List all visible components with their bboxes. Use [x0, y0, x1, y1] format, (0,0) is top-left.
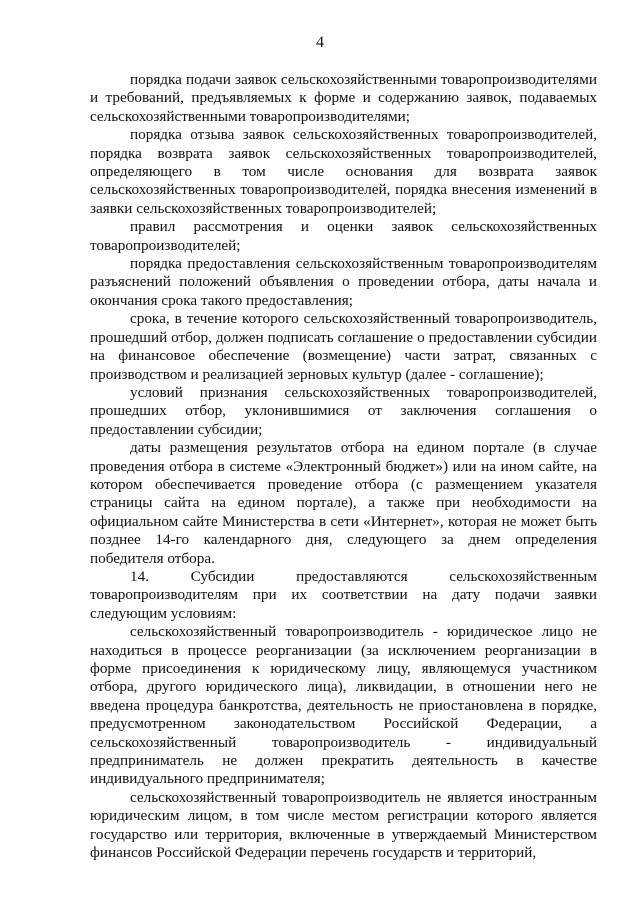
paragraph-evasion-conditions: условий признания сельскохозяйственных товаропроизводителей, прошедших отбор, уклонившимися от заключения соглашения о предоставлении субсидии; [90, 383, 597, 438]
paragraph-application-submission-order: порядка подачи заявок сельскохозяйственными товаропроизводителями и требований, предъявляемых к форме и содержанию заявок, подаваемых сельскохозяйственными товаропроизводителями; [90, 71, 597, 125]
paragraph-application-withdrawal-order: порядка отзыва заявок сельскохозяйственных товаропроизводителей, порядка возврата заявок сельскохозяйственных товаропроизводителей, определяющего в том числе основания для возврата заявок сельскохозяйственных товаропроизводителей, порядка внесения изменений в заявки сельскохозяйственных товаропроизводителей; [90, 126, 597, 217]
paragraph-agreement-deadline: срока, в течение которого сельскохозяйственный товаропроизводитель, прошедший отбор, должен подписать соглашение о предоставлении субсидии на финансовое обеспечение (возмещение) части затрат, связанных с производством и реализацией зерновых культур (далее - соглашение); [90, 310, 597, 383]
document-body [90, 71, 597, 862]
paragraph-foreign-entity-condition: сельскохозяйственный товаропроизводитель не является иностранным юридическим лицом, в том числе местом регистрации которого является государство или территория, включенные в утверждаемый Министерством финансов Российской Федерации перечень государств и территорий, [90, 788, 597, 862]
paragraph-clarification-order: порядка предоставления сельскохозяйственным товаропроизводителям разъяснений положений объявления о проведении отбора, даты начала и окончания срока такого предоставления; [90, 255, 597, 309]
paragraph-reorganization-condition: сельскохозяйственный товаропроизводитель - юридическое лицо не находиться в процессе реорганизации (за исключением реорганизации в форме присоединения к юридическому лицу, являющемуся участником отбора, другого юридического лица), ликвидации, в отношении него не введена процедура банкротства, деятельность не приостановлена в порядке, предусмотренном законодательством Российской Федерации, а сельскохозяйственный товаропроизводитель - индивидуальный предприниматель не должен прекратить деятельность в качестве индивидуального предпринимателя; [90, 623, 597, 788]
paragraph-results-publication-date: даты размещения результатов отбора на едином портале (в случае проведения отбора в системе «Электронный бюджет») или на ином сайте, на котором обеспечивается проведение отбора (с размещением указателя страницы сайта на едином портале), а также при необходимости на официальном сайте Министерства в сети «Интернет», которая не может быть позднее 14-го календарного дня, следующего за днем определения победителя отбора. [90, 439, 597, 567]
page-number: 4 [316, 34, 324, 51]
paragraph-section-14: 14. Субсидии предоставляются сельскохозяйственным товаропроизводителям при их соответствии на дату подачи заявки следующим условиям: [90, 567, 597, 622]
paragraph-review-rules: правил рассмотрения и оценки заявок сельскохозяйственных товаропроизводителей; [90, 218, 597, 254]
